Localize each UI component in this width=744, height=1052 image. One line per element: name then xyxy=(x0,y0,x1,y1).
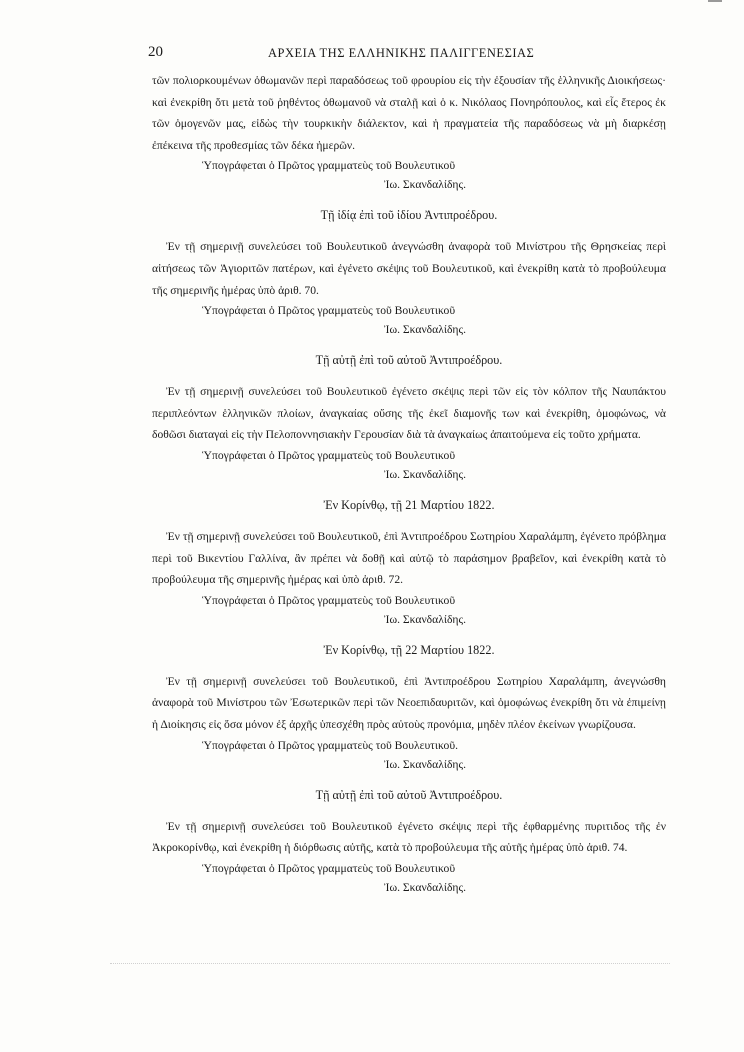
section3-signature-name: Ἰω. Σκανδαλίδης. xyxy=(384,467,466,481)
section6-heading: Τῇ αὐτῇ ἐπὶ τοῦ αὐτοῦ Ἀντιπροέδρου. xyxy=(315,787,503,802)
section2-signature-name: Ἰω. Σκανδαλίδης. xyxy=(384,323,466,337)
section5-paragraph: Ἐν τῇ σημερινῇ συνελεύσει τοῦ Βουλευτικοῦ, ἐπὶ Ἀντιπροέδρου Σωτηρίου Χαραλάμπη, ἀνεγνώσθη ἀναφορὰ τοῦ Μινίστρου τῶν Ἐσωτερικῶν περὶ τῶν Νεοεπιδαυριτῶν, καὶ ὁμοφώνως ἐνεκρίθη ὅτι νὰ ἐπιμείνῃ ἡ Διοίκησις εἰς ὅσα μόνον ἐξ ἀρχῆς ὑπεσχέθη πρὸς αὐτοὺς προνόμια, μηδὲν πλέον ἐκείνων γνωρίζουσα. xyxy=(152,674,666,731)
section1-signature-name: Ἰω. Σκανδαλίδης. xyxy=(384,178,466,192)
section6-signature-line: Ὑπογράφεται ὁ Πρῶτος γραμματεὺς τοῦ Βουλευτικοῦ xyxy=(202,861,456,875)
section6-signature-name: Ἰω. Σκανδαλίδης. xyxy=(384,880,466,894)
section5-signature-name: Ἰω. Σκανδαλίδης. xyxy=(384,757,466,771)
section4-signature-name: Ἰω. Σκανδαλίδης. xyxy=(384,612,466,626)
section4-signature-line: Ὑπογράφεται ὁ Πρῶτος γραμματεὺς τοῦ Βουλευτικοῦ xyxy=(202,593,456,607)
section6-paragraph: Ἐν τῇ σημερινῇ συνελεύσει τοῦ Βουλευτικοῦ ἐγένετο σκέψις περὶ τῆς ἐφθαρμένης πυριτιδος τῆς ἐν Ἀκροκορίνθῳ, καὶ ἐνεκρίθη ἡ διόρθωσις αὐτῆς, κατὰ τὸ προβούλευμα τῆς αὐτῆς ἡμέρας ὑπὸ ἀριθ. 74. xyxy=(152,819,666,855)
scan-mark xyxy=(708,0,722,5)
section2-paragraph: Ἐν τῇ σημερινῇ συνελεύσει τοῦ Βουλευτικοῦ ἀνεγνώσθη ἀναφορὰ τοῦ Μινίστρου τῆς Θρησκείας περὶ αἰτήσεως τῶν Ἁγιοριτῶν πατέρων, καὶ ἐγένετο σκέψις τοῦ Βουλευτικοῦ, καὶ ἐνεκρίθη κατὰ τὸ προβούλευμα τῆς σημερινῆς ἡμέρας ὑπὸ ἀριθ. 70. xyxy=(152,240,666,297)
section4-heading: Ἐν Κορίνθῳ, τῇ 21 Μαρτίου 1822. xyxy=(323,497,495,512)
page-number: 20 xyxy=(148,44,163,60)
section5-heading: Ἐν Κορίνθῳ, τῇ 22 Μαρτίου 1822. xyxy=(323,642,495,657)
running-title: ΑΡΧΕΙΑ ΤΗΣ ΕΛΛΗΝΙΚΗΣ ΠΑΛΙΓΓΕΝΕΣΙΑΣ xyxy=(268,46,535,60)
section3-heading: Τῇ αὐτῇ ἐπὶ τοῦ αὐτοῦ Ἀντιπροέδρου. xyxy=(315,353,503,368)
section4-paragraph: Ἐν τῇ σημερινῇ συνελεύσει τοῦ Βουλευτικοῦ, ἐπὶ Ἀντιπροέδρου Σωτηρίου Χαραλάμπη, ἐγένετο πρόβλημα περὶ τοῦ Βικεντίου Γαλλίνα, ἂν πρέπει νὰ δοθῇ καὶ αὐτῷ τὸ παράσημον βραβεῖον, καὶ ἐνεκρίθη κατὰ τὸ προβούλευμα τῆς σημερινῆς ἡμέρας καὶ ὑπὸ ἀριθ. 72. xyxy=(152,529,666,587)
section3-paragraph: Ἐν τῇ σημερινῇ συνελεύσει τοῦ Βουλευτικοῦ ἐγένετο σκέψις περὶ τῶν εἰς τὸν κόλπον τῆς Ναυπάκτου περιπλεόντων ἑλληνικῶν πλοίων, ἀναγκαίας οὔσης τῆς ἐκεῖ διαμονῆς των καὶ ἐνεκρίθη, ὁμοφώνως, νὰ δοθῶσι διαταγαὶ εἰς τὴν Πελοποννησιακὴν Γερουσίαν διὰ τὰ ἀναγκαίως ἀπαιτούμενα εἰς τοῦτο χρήματα. xyxy=(152,385,666,442)
section2-signature-line: Ὑπογράφεται ὁ Πρῶτος γραμματεὺς τοῦ Βουλευτικοῦ xyxy=(202,304,456,318)
section3-signature-line: Ὑπογράφεται ὁ Πρῶτος γραμματεὺς τοῦ Βουλευτικοῦ xyxy=(202,448,456,462)
bottom-divider xyxy=(110,963,670,965)
section1-signature-line: Ὑπογράφεται ὁ Πρῶτος γραμματεὺς τοῦ Βουλευτικοῦ xyxy=(202,159,456,173)
page-header xyxy=(148,44,658,64)
document-body xyxy=(152,70,666,897)
section5-signature-line: Ὑπογράφεται ὁ Πρῶτος γραμματεὺς τοῦ Βουλευτικοῦ. xyxy=(202,738,458,752)
section1-paragraph: τῶν πολιορκουμένων ὀθωμανῶν περὶ παραδόσεως τοῦ φρουρίου εἰς τὴν ἐξουσίαν τῆς ἑλληνικῆς Διοικήσεως· καὶ ἐνεκρίθη ὅτι μετὰ τοῦ ῥηθέντος ὀθωμανοῦ νὰ σταλῇ καὶ ὁ κ. Νικόλαος Πονηρόπουλος, καὶ εἷς ἕτερος ἐκ τῶν ὁμογενῶν μας, εἰδὼς τὴν τουρκικὴν διάλεκτον, καὶ ἡ πραγματεία τῆς παραδόσεως νὰ μὴ διαρκέσῃ ἐπέκεινα τῆς προθεσμίας τῶν δέκα ἡμερῶν. xyxy=(152,74,666,152)
section2-heading: Τῇ ἰδίᾳ ἐπὶ τοῦ ἰδίου Ἀντιπροέδρου. xyxy=(320,208,498,223)
